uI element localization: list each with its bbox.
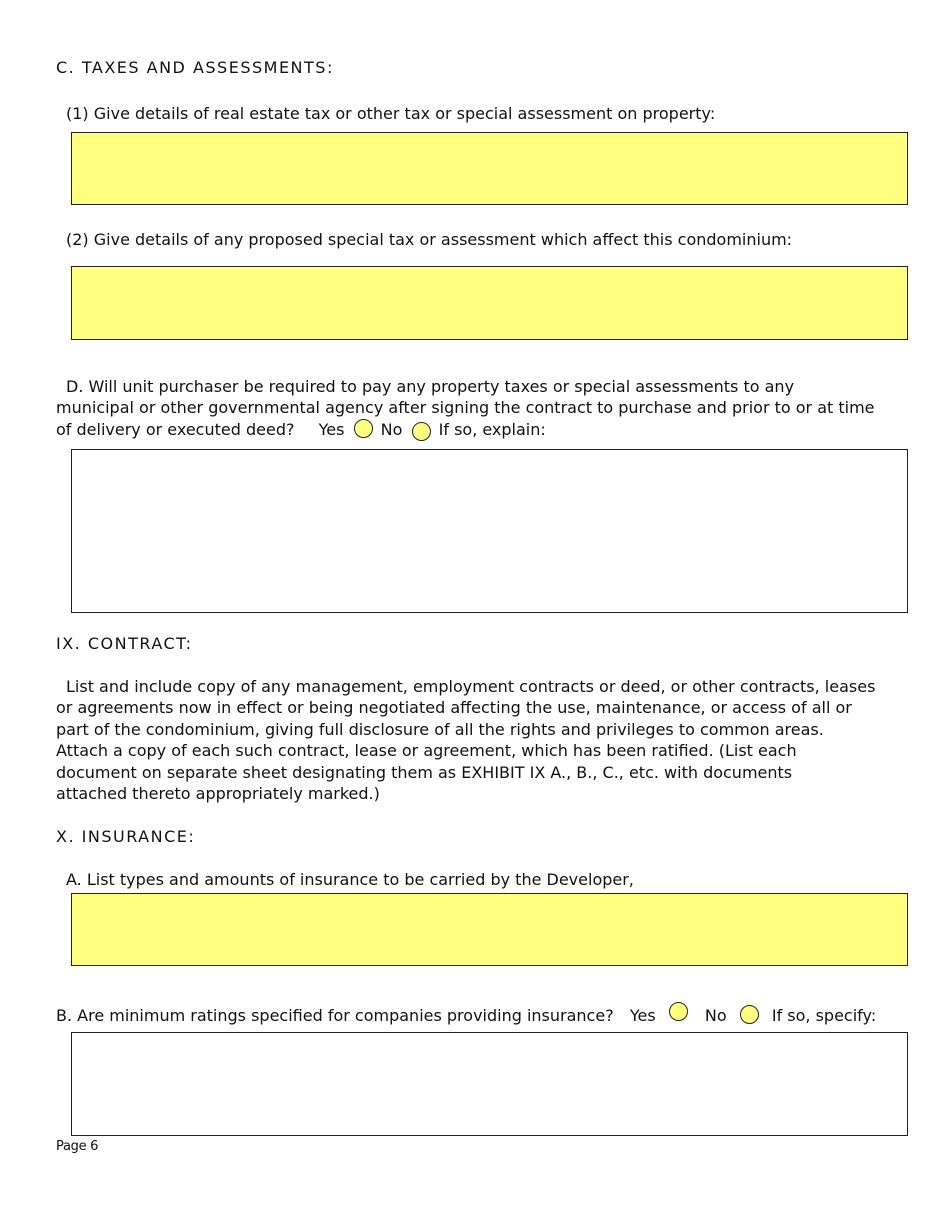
question-d-line3-text: of delivery or executed deed? [56, 420, 295, 439]
question-c2-label: (2) Give details of any proposed special tax or assessment which affect this condominium: [66, 230, 793, 249]
xb-yes-radio[interactable] [669, 1002, 688, 1021]
xb-specify-field[interactable] [71, 1032, 908, 1136]
xb-no-label: No [704, 1006, 727, 1025]
question-d-line1: D. Will unit purchaser be required to pay any property taxes or special assessments to any [66, 377, 795, 396]
question-xa-label: A. List types and amounts of insurance to be carried by the Developer, [66, 870, 634, 889]
proposed-special-tax-field[interactable] [71, 266, 908, 340]
question-d-line2: municipal or other governmental agency after signing the contract to purchase and prior to or at time [56, 398, 875, 417]
question-xb-text: B. Are minimum ratings specified for companies providing insurance? [56, 1006, 614, 1025]
question-d-line3 [56, 419, 546, 441]
d-explain-field[interactable] [71, 449, 908, 613]
section-ix-heading: IX. CONTRACT: [56, 634, 193, 653]
contract-paragraph-line: document on separate sheet designating them as EXHIBIT IX A., B., C., etc. with documents [56, 763, 793, 782]
real-estate-tax-field[interactable] [71, 132, 908, 205]
d-no-radio[interactable] [412, 422, 431, 441]
question-c1-label: (1) Give details of real estate tax or other tax or special assessment on property: [66, 104, 716, 123]
contract-paragraph-line: or agreements now in effect or being negotiated affecting the use, maintenance, or access of all or [56, 698, 852, 717]
contract-paragraph-line: attached thereto appropriately marked.) [56, 784, 380, 803]
xb-yes-label: Yes [629, 1006, 656, 1025]
d-explain-label: If so, explain: [438, 420, 546, 439]
xb-no-radio[interactable] [740, 1005, 759, 1024]
question-xb-line [56, 1002, 876, 1026]
contract-paragraph-line: List and include copy of any management, employment contracts or deed, or other contracts, leases [66, 677, 876, 696]
section-c-heading: C. TAXES AND ASSESSMENTS: [56, 58, 334, 77]
d-no-label: No [380, 420, 403, 439]
xb-specify-label: If so, specify: [771, 1006, 877, 1025]
page-number: Page 6 [56, 1139, 99, 1154]
contract-paragraph-line: Attach a copy of each such contract, lease or agreement, which has been ratified. (List each [56, 741, 797, 760]
insurance-types-field[interactable] [71, 893, 908, 966]
d-yes-label: Yes [318, 420, 345, 439]
section-x-heading: X. INSURANCE: [56, 827, 196, 846]
d-yes-radio[interactable] [354, 419, 373, 438]
contract-paragraph-line: part of the condominium, giving full disclosure of all the rights and privileges to common areas. [56, 720, 824, 739]
